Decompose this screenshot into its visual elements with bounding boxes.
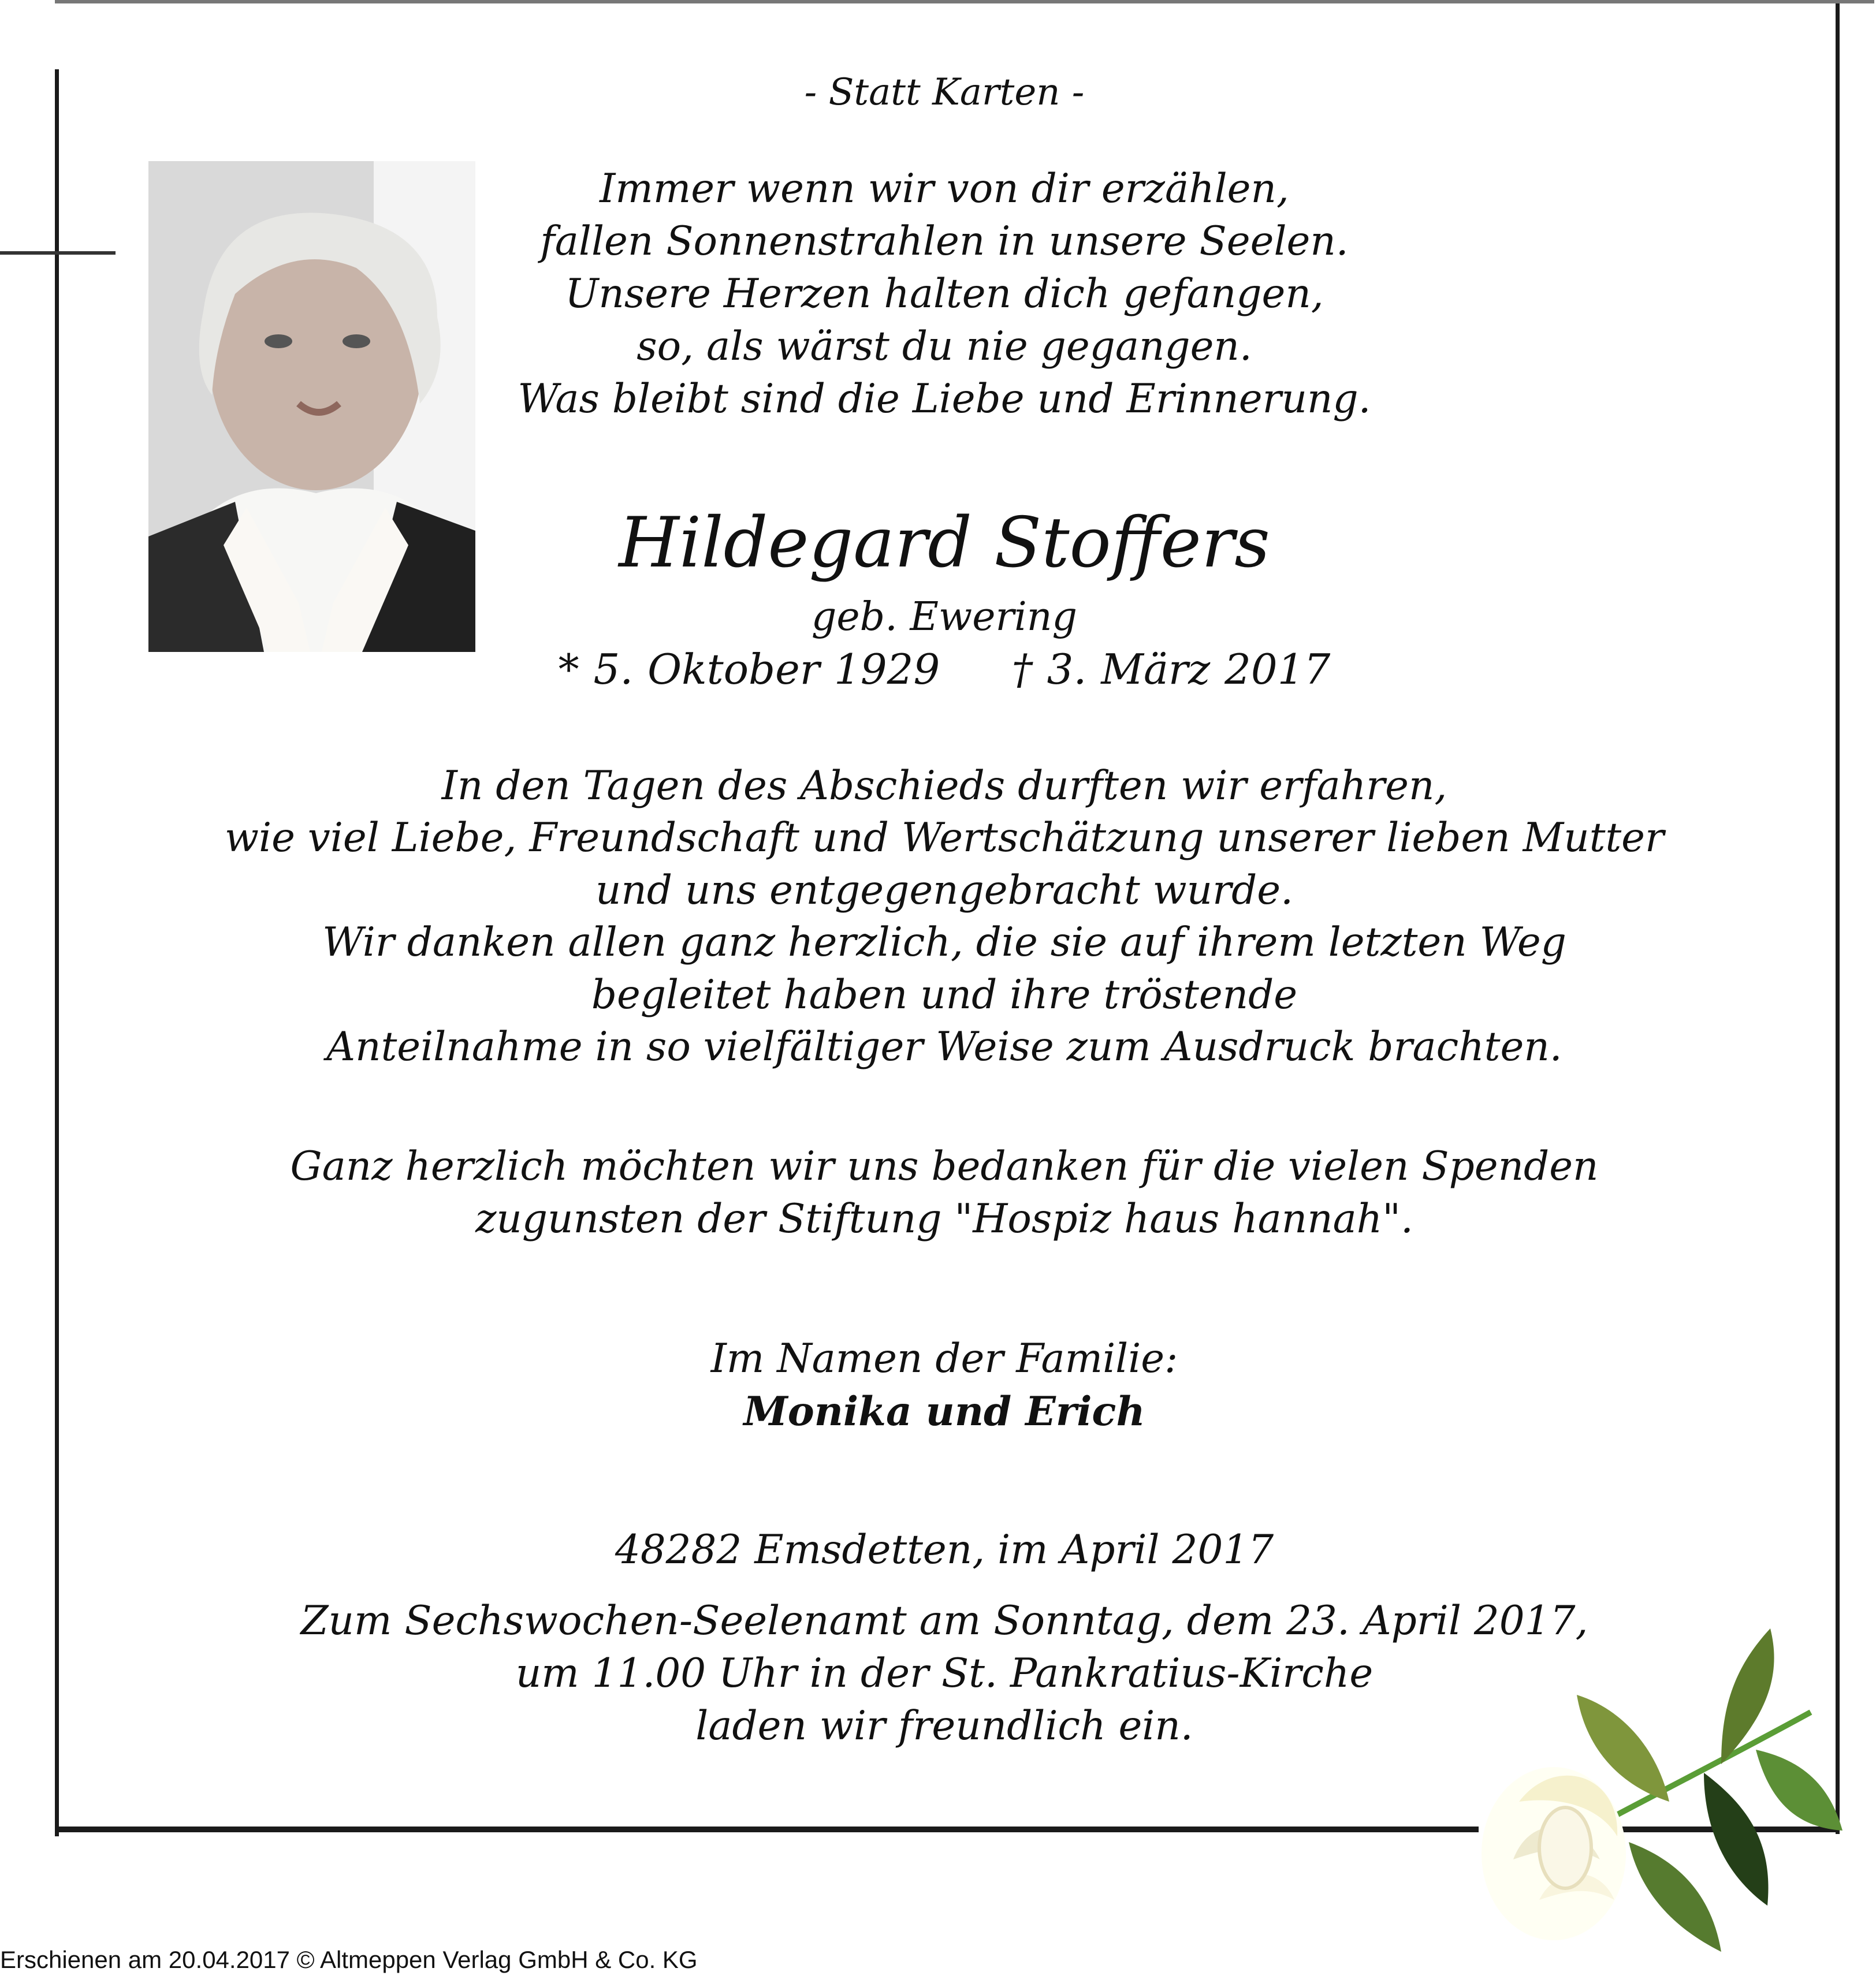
memorial-poem [144, 163, 1744, 426]
place-date [144, 1524, 1744, 1575]
top-border-line [55, 0, 1874, 3]
right-border-line [1836, 3, 1840, 1834]
memorial-cross-vertical [55, 162, 59, 566]
family-intro: Im Namen der Familie: [710, 1336, 1178, 1382]
birth-name [144, 592, 1744, 642]
place-date-text: 48282 Emsdetten, im April 2017 [615, 1527, 1274, 1573]
poem-line: so, als wärst du nie gegangen. [636, 323, 1252, 370]
rose-icon [1479, 1628, 1848, 1981]
death-date: † 3. März 2017 [1011, 645, 1331, 694]
service-line: laden wir freundlich ein. [695, 1703, 1193, 1750]
poem-line: Immer wenn wir von dir erzählen, [600, 166, 1289, 212]
donation-line: zugunsten der Stiftung "Hospiz haus hannah". [475, 1196, 1413, 1243]
white-rose-image [1479, 1628, 1848, 1981]
memorial-cross-horizontal [0, 251, 116, 255]
family-signature [144, 1333, 1744, 1438]
thanks-line: In den Tagen des Abschieds durften wir erfahren, [441, 763, 1447, 809]
thanks-line: Wir danken allen ganz herzlich, die sie auf ihrem letzten Weg [322, 919, 1566, 966]
poem-line: fallen Sonnenstrahlen in unsere Seelen. [540, 218, 1349, 265]
poem-line: Was bleibt sind die Liebe und Erinnerung. [518, 376, 1371, 423]
poem-line: Unsere Herzen halten dich gefangen, [565, 271, 1324, 318]
donation-paragraph [144, 1140, 1744, 1246]
service-line: Zum Sechswochen-Seelenamt am Sonntag, dem 23. April 2017, [300, 1598, 1588, 1644]
thanks-line: begleitet haben und ihre tröstende [591, 971, 1298, 1018]
life-dates [144, 643, 1744, 696]
date-separator [954, 645, 997, 694]
family-names: Monika und Erich [743, 1388, 1145, 1436]
deceased-full-name: Hildegard Stoffers [619, 503, 1270, 583]
statt-karten-text: - Statt Karten - [804, 71, 1085, 114]
deceased-name [144, 504, 1744, 583]
bottom-border-line [55, 1827, 1479, 1832]
life-dates-line [144, 643, 1744, 696]
thanks-paragraph [144, 760, 1744, 1073]
thanks-line: wie viel Liebe, Freundschaft und Wertschätzung unserer lieben Mutter [224, 815, 1665, 862]
birth-date: * 5. Oktober 1929 [558, 645, 940, 694]
birth-name-text: geb. Ewering [811, 594, 1078, 640]
donation-line: Ganz herzlich möchten wir uns bedanken für die vielen Spenden [290, 1143, 1599, 1190]
statt-karten-heading [144, 69, 1744, 117]
thanks-line: und uns entgegengebracht wurde. [595, 867, 1294, 914]
service-line: um 11.00 Uhr in der St. Pankratius-Kirche [515, 1650, 1374, 1697]
publication-credit: Erschienen am 20.04.2017 © Altmeppen Verlag GmbH & Co. KG [0, 1946, 698, 1973]
thanks-line: Anteilnahme in so vielfältiger Weise zum Ausdruck brachten. [326, 1023, 1562, 1070]
